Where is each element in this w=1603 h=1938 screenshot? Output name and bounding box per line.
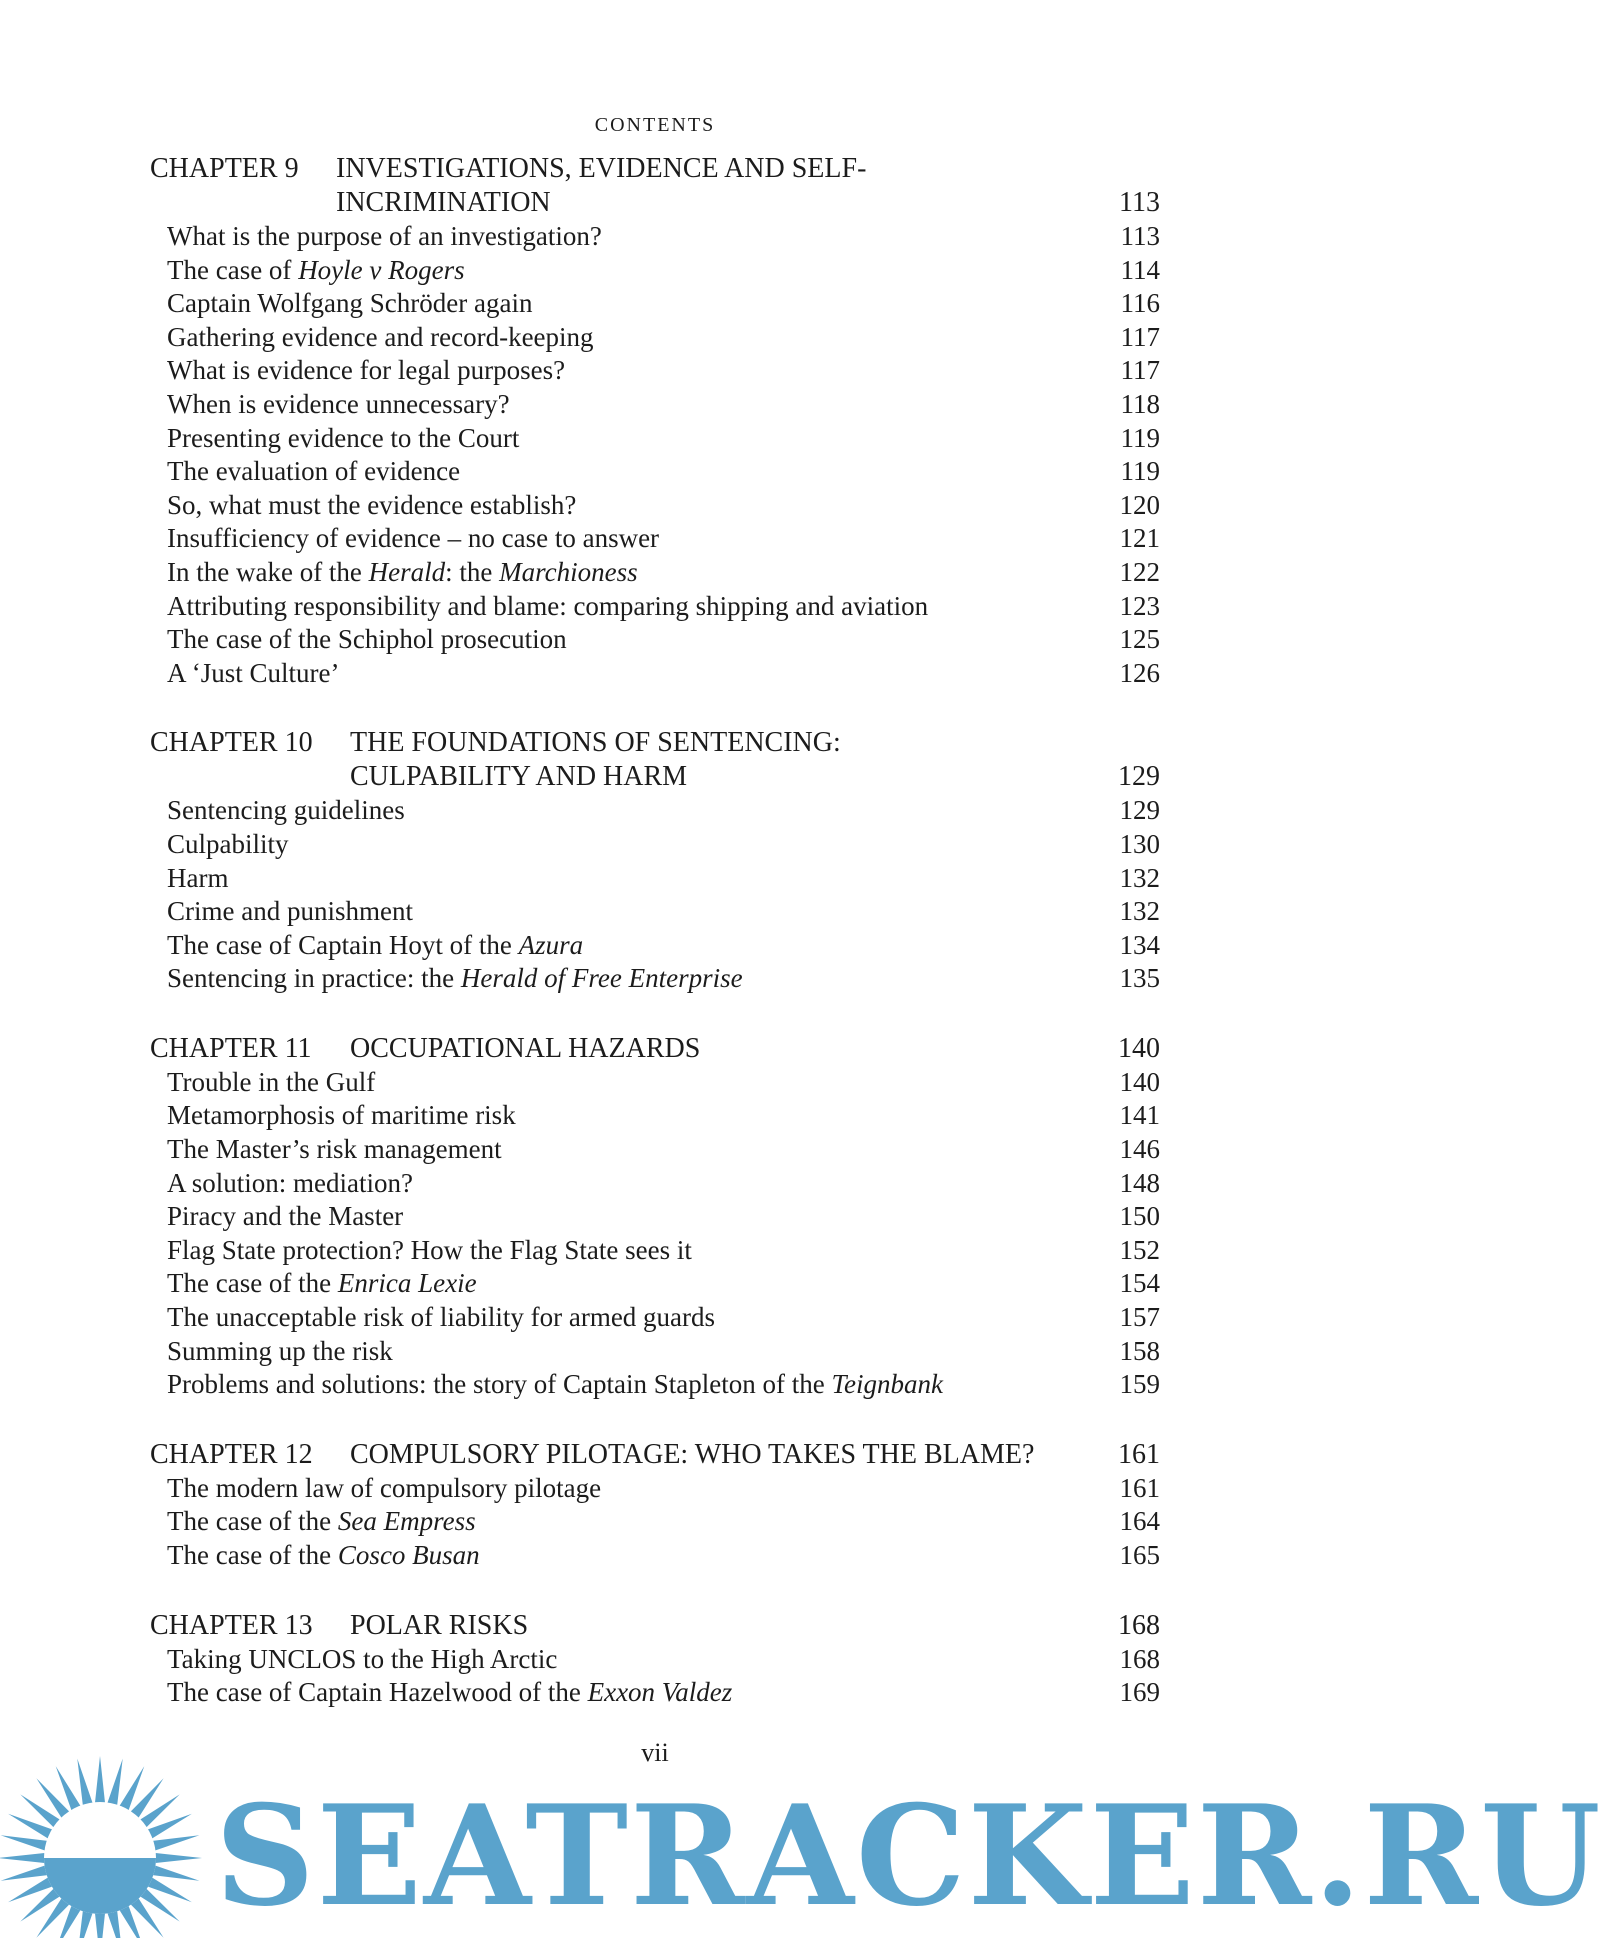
entry-page-number: 122 — [1119, 556, 1160, 587]
toc-entry[interactable] — [150, 287, 1160, 321]
chapter-title-continued: CULPABILITY AND HARM — [350, 761, 688, 793]
entry-text: The case of Captain Hoyt of the — [167, 929, 519, 960]
entry-page-number: 119 — [1120, 422, 1160, 453]
entry-page-number: 164 — [1119, 1506, 1160, 1537]
chapter-label: CHAPTER 11 — [150, 1032, 312, 1064]
entry-page-number: 125 — [1119, 624, 1160, 655]
entry-page-number: 148 — [1119, 1167, 1160, 1198]
entry-page-number: 113 — [1120, 221, 1160, 251]
toc-entry[interactable] — [150, 794, 1160, 828]
running-head: CONTENTS — [594, 114, 716, 136]
entry-page-number: 121 — [1119, 523, 1160, 554]
watermark-text: SEATRACKER.RU — [215, 1774, 1603, 1937]
chapter-page-number: 168 — [1118, 1609, 1160, 1641]
entry-text: Taking UNCLOS to the High Arctic — [167, 1643, 558, 1674]
chapter-label: CHAPTER 13 — [150, 1609, 313, 1641]
toc-entry[interactable] — [150, 1234, 1160, 1268]
entry-page-number: 141 — [1119, 1100, 1160, 1131]
entry-text: So, what must the evidence establish? — [167, 489, 577, 520]
entry-italic-title: Azura — [518, 929, 584, 960]
entry-text: : the — [445, 556, 500, 587]
chapter-label: CHAPTER 10 — [150, 727, 313, 759]
entry-page-number: 132 — [1119, 862, 1160, 893]
toc-entry[interactable] — [150, 590, 1160, 624]
toc-entry[interactable] — [150, 220, 1160, 254]
toc-entry[interactable] — [150, 657, 1160, 691]
toc-entry[interactable] — [150, 388, 1160, 422]
entry-page-number: 150 — [1119, 1201, 1160, 1232]
entry-page-number: 123 — [1119, 590, 1160, 621]
chapter-heading — [150, 726, 1160, 760]
chapter-title: POLAR RISKS — [350, 1609, 529, 1641]
entry-page-number: 157 — [1119, 1302, 1160, 1333]
toc-entry[interactable] — [150, 522, 1160, 556]
chapter-label: CHAPTER 12 — [150, 1438, 313, 1470]
toc-entry[interactable] — [150, 929, 1160, 963]
entry-page-number: 161 — [1119, 1472, 1160, 1503]
entry-text: The case of the — [167, 1506, 338, 1537]
entry-page-number: 126 — [1119, 657, 1160, 688]
toc-entry[interactable] — [150, 455, 1160, 489]
entry-page-number: 116 — [1120, 288, 1160, 319]
entry-page-number: 168 — [1119, 1643, 1160, 1674]
toc-entry[interactable] — [150, 1133, 1160, 1167]
entry-italic-title: Teignbank — [831, 1369, 943, 1400]
chapter-title: OCCUPATIONAL HAZARDS — [350, 1032, 701, 1064]
chapter-section — [150, 1438, 1160, 1573]
entry-page-number: 118 — [1120, 388, 1160, 419]
chapter-page-number: 161 — [1118, 1438, 1160, 1470]
entry-text: The case of — [167, 254, 299, 285]
entry-text: In the wake of the — [167, 556, 369, 587]
entry-page-number: 129 — [1119, 795, 1160, 826]
chapter-heading-continued — [150, 760, 1160, 794]
entry-text: Presenting evidence to the Court — [167, 422, 520, 453]
toc-entry[interactable] — [150, 1335, 1160, 1369]
entry-text: The modern law of compulsory pilotage — [167, 1472, 602, 1503]
chapter-title: THE FOUNDATIONS OF SENTENCING: — [350, 727, 841, 759]
entry-italic-title: Exxon Valdez — [587, 1677, 733, 1708]
chapter-heading — [150, 1438, 1160, 1472]
entry-page-number: 152 — [1119, 1234, 1160, 1265]
entry-text: What is the purpose of an investigation? — [167, 221, 602, 251]
toc-entry[interactable] — [150, 1505, 1160, 1539]
toc-entry[interactable] — [150, 354, 1160, 388]
entry-text: The unacceptable risk of liability for armed guards — [167, 1302, 716, 1333]
chapter-section — [150, 726, 1160, 996]
entry-text: The case of the Schiphol prosecution — [167, 624, 567, 655]
toc-entry[interactable] — [150, 1167, 1160, 1201]
entry-italic-title: Herald of Free Enterprise — [460, 963, 743, 994]
entry-page-number: 159 — [1119, 1369, 1160, 1400]
chapter-section — [150, 1032, 1160, 1402]
entry-page-number: 130 — [1119, 828, 1160, 859]
chapter-heading — [150, 1609, 1160, 1643]
entry-text: Gathering evidence and record-keeping — [167, 321, 594, 352]
entry-text: Flag State protection? How the Flag State sees it — [167, 1234, 692, 1265]
entry-text: Summing up the risk — [167, 1335, 393, 1366]
entry-italic-title: Cosco Busan — [337, 1540, 480, 1570]
chapter-title-continued: INCRIMINATION — [336, 187, 551, 218]
entry-text: The case of the — [167, 1268, 338, 1299]
chapter-heading — [150, 152, 1160, 186]
entry-page-number: 117 — [1120, 321, 1160, 352]
chapter-page-number: 140 — [1118, 1032, 1160, 1064]
entry-page-number: 132 — [1119, 896, 1160, 927]
toc-entry[interactable] — [150, 1066, 1160, 1100]
entry-page-number: 120 — [1119, 489, 1160, 520]
chapter-heading-continued — [150, 186, 1160, 220]
entry-text: Sentencing guidelines — [167, 795, 405, 826]
entry-text: Crime and punishment — [167, 896, 413, 927]
entry-text: Problems and solutions: the story of Captain Stapleton of the — [167, 1369, 832, 1400]
entry-page-number: 154 — [1119, 1268, 1160, 1299]
chapter-label: CHAPTER 9 — [150, 153, 299, 184]
entry-text: Piracy and the Master — [167, 1201, 404, 1232]
toc-entry[interactable] — [150, 1267, 1160, 1301]
entry-text: What is evidence for legal purposes? — [167, 355, 566, 386]
toc-entry[interactable] — [150, 254, 1160, 288]
entry-text: A solution: mediation? — [167, 1167, 413, 1198]
entry-text: Culpability — [167, 828, 289, 859]
toc-entry[interactable] — [150, 1368, 1160, 1402]
chapter-page-number: 113 — [1119, 187, 1160, 218]
entry-text: Harm — [167, 862, 229, 893]
entry-page-number: 169 — [1119, 1677, 1160, 1708]
entry-page-number: 146 — [1119, 1134, 1160, 1165]
toc-entry[interactable] — [150, 1099, 1160, 1133]
entry-text: When is evidence unnecessary? — [167, 388, 510, 419]
entry-text: The evaluation of evidence — [167, 456, 461, 487]
entry-page-number: 119 — [1120, 456, 1160, 487]
toc-entry[interactable] — [150, 828, 1160, 862]
table-of-contents — [150, 152, 1160, 1746]
entry-page-number: 134 — [1119, 929, 1160, 960]
toc-entry[interactable] — [150, 623, 1160, 657]
entry-page-number: 135 — [1119, 963, 1160, 994]
entry-italic-title: Hoyle v Rogers — [298, 254, 465, 285]
chapter-title: INVESTIGATIONS, EVIDENCE AND SELF- — [336, 153, 867, 184]
entry-text: Insufficiency of evidence – no case to answer — [167, 523, 660, 554]
entry-text: Metamorphosis of maritime risk — [167, 1100, 516, 1131]
chapter-page-number: 129 — [1118, 761, 1160, 793]
entry-page-number: 114 — [1120, 254, 1160, 285]
chapter-heading — [150, 1032, 1160, 1066]
entry-text: The Master’s risk management — [167, 1134, 502, 1165]
entry-text: Attributing responsibility and blame: comparing shipping and aviation — [167, 590, 929, 621]
entry-text: A ‘Just Culture’ — [167, 657, 340, 688]
entry-text: Trouble in the Gulf — [167, 1066, 376, 1097]
toc-entry[interactable] — [150, 1200, 1160, 1234]
entry-page-number: 140 — [1119, 1066, 1160, 1097]
toc-entry[interactable] — [150, 1676, 1160, 1710]
entry-text: The case of the — [167, 1540, 338, 1570]
chapter-section — [150, 152, 1160, 690]
entry-italic-title: Enrica Lexie — [337, 1268, 477, 1299]
page-folio: vii — [641, 1738, 669, 1767]
entry-page-number: 165 — [1119, 1540, 1160, 1570]
toc-entry[interactable] — [150, 962, 1160, 996]
toc-entry[interactable] — [150, 1301, 1160, 1335]
toc-entry[interactable] — [150, 1643, 1160, 1677]
chapter-title: COMPULSORY PILOTAGE: WHO TAKES THE BLAME? — [350, 1438, 1035, 1470]
toc-entry[interactable] — [150, 321, 1160, 355]
entry-italic-title: Marchioness — [499, 556, 638, 587]
toc-entry[interactable] — [150, 1472, 1160, 1506]
entry-text: The case of Captain Hazelwood of the — [167, 1677, 588, 1708]
toc-entry[interactable] — [150, 556, 1160, 590]
toc-entry[interactable] — [150, 1539, 1160, 1573]
toc-entry[interactable] — [150, 489, 1160, 523]
toc-entry[interactable] — [150, 862, 1160, 896]
chapter-section — [150, 1609, 1160, 1710]
toc-entry[interactable] — [150, 895, 1160, 929]
entry-page-number: 158 — [1119, 1335, 1160, 1366]
entry-page-number: 117 — [1120, 355, 1160, 386]
entry-italic-title: Herald — [368, 556, 446, 587]
toc-entry[interactable] — [150, 422, 1160, 456]
entry-text: Captain Wolfgang Schröder again — [167, 288, 533, 319]
entry-text: Sentencing in practice: the — [167, 963, 461, 994]
entry-italic-title: Sea Empress — [337, 1506, 476, 1537]
